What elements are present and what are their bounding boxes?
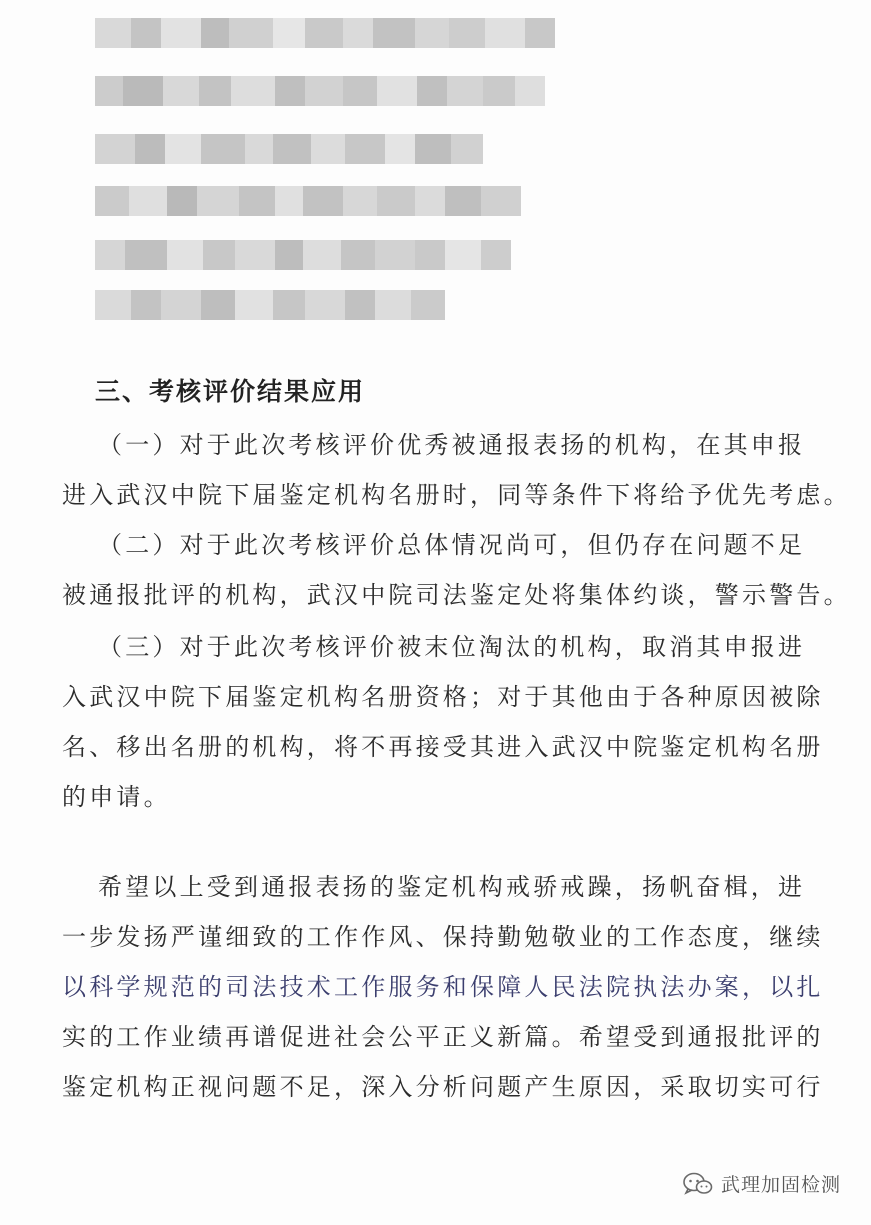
paragraph-line: （三）对于此次考核评价被末位淘汰的机构，取消其申报进 (98, 633, 806, 661)
paragraph-2 (62, 520, 851, 620)
paragraph-3 (62, 622, 824, 822)
section-heading: 三、考核评价结果应用 (95, 377, 366, 406)
paragraph-line: 希望以上受到通报表扬的鉴定机构戒骄戒躁，扬帆奋楫，进 (98, 873, 806, 901)
paragraph-line: （一）对于此次考核评价优秀被通报表扬的机构，在其申报 (98, 431, 806, 459)
paragraph-line: 被通报批评的机构，武汉中院司法鉴定处将集体约谈，警示警告。 (62, 581, 851, 609)
watermark-logo (683, 1170, 841, 1197)
watermark-text: 武理加固检测 (720, 1174, 841, 1196)
paragraph-line: 一步发扬严谨细致的工作作风、保持勤勉敬业的工作态度，继续 (62, 923, 824, 951)
wechat-icon (683, 1172, 713, 1196)
paragraph-1 (62, 420, 851, 520)
paragraph-line: 的申请。 (62, 783, 171, 811)
paragraph-line: 鉴定机构正视问题不足，深入分析问题产生原因，采取切实可行 (62, 1073, 824, 1101)
paragraph-line: 名、移出名册的机构，将不再接受其进入武汉中院鉴定机构名册 (62, 733, 824, 761)
blurred-redacted-region (95, 18, 615, 323)
paragraph-line: 实的工作业绩再谱促进社会公平正义新篇。希望受到通报批评的 (62, 1023, 824, 1051)
paragraph-4 (62, 862, 824, 1112)
paragraph-line: 入武汉中院下届鉴定机构名册资格；对于其他由于各种原因被除 (62, 683, 824, 711)
paragraph-line: （二）对于此次考核评价总体情况尚可，但仍存在问题不足 (98, 531, 806, 559)
paragraph-line: 进入武汉中院下届鉴定机构名册时，同等条件下将给予优先考虑。 (62, 481, 851, 509)
paragraph-line: 以科学规范的司法技术工作服务和保障人民法院执法办案，以扎 (62, 973, 824, 1001)
